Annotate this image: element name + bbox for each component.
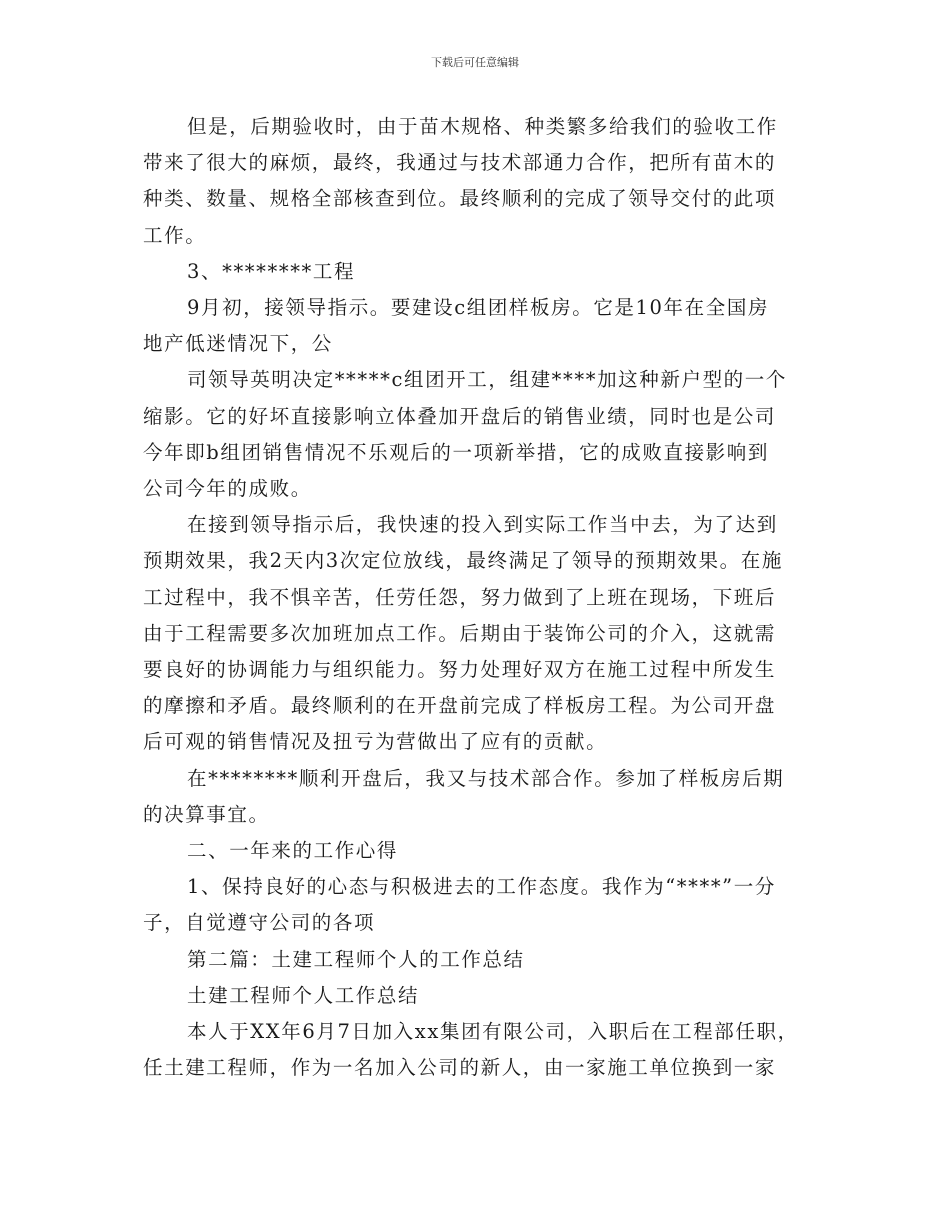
text-line: 的摩擦和矛盾。最终顺利的在开盘前完成了样板房工程。为公司开盘 bbox=[143, 694, 777, 718]
text-line: 子，自觉遵守公司的各项 bbox=[143, 911, 376, 935]
text-line: 今年即b组团销售情况不乐观后的一项新举措，它的成败直接影响到 bbox=[143, 440, 769, 464]
text-line: 的决算事宜。 bbox=[143, 802, 270, 826]
text-line: 工作。 bbox=[143, 223, 207, 247]
page-header: 下载后可任意编辑 bbox=[431, 56, 519, 69]
text-line: 但是，后期验收时，由于苗木规格、种类繁多给我们的验收工作 bbox=[187, 115, 778, 138]
text-line: 第二篇：土建工程师个人的工作总结 bbox=[187, 947, 525, 971]
text-line: 带来了很大的麻烦，最终，我通过与技术部通力合作，把所有苗木的 bbox=[143, 151, 777, 175]
text-line: 司领导英明决定*****c组团开工，组建****加这种新户型的一个 bbox=[187, 368, 787, 392]
text-line: 9月初，接领导指示。要建设c组团样板房。它是10年在全国房 bbox=[187, 296, 770, 319]
text-line: 土建工程师个人工作总结 bbox=[187, 983, 420, 1007]
text-line: 3、********工程 bbox=[187, 259, 356, 283]
text-line: 1、保持良好的心态与积极进去的工作态度。我作为“****”一分 bbox=[187, 875, 776, 899]
text-line: 后可观的销售情况及扭亏为营做出了应有的贡献。 bbox=[143, 730, 608, 754]
text-line: 种类、数量、规格全部核查到位。最终顺利的完成了领导交付的此项 bbox=[143, 187, 777, 211]
text-line: 工过程中，我不惧辛苦，任劳任怨，努力做到了上班在现场，下班后 bbox=[143, 585, 777, 609]
text-line: 公司今年的成败。 bbox=[143, 477, 312, 500]
text-line: 在接到领导指示后，我快速的投入到实际工作当中去，为了达到 bbox=[187, 513, 778, 537]
text-line: 任土建工程师，作为一名加入公司的新人，由一家施工单位换到一家 bbox=[143, 1056, 777, 1080]
text-line: 在********顺利开盘后，我又与技术部合作。参加了样板房后期 bbox=[187, 766, 785, 790]
text-line: 由于工程需要多次加班加点工作。后期由于装饰公司的介入，这就需 bbox=[143, 621, 777, 645]
text-line: 本人于XX年6月7日加入xx集团有限公司，入职后在工程部任职， bbox=[187, 1020, 799, 1043]
text-line: 二、一年来的工作心得 bbox=[187, 839, 399, 862]
text-line: 预期效果，我2天内3次定位放线，最终满足了领导的预期效果。在施 bbox=[143, 549, 783, 573]
text-line: 缩影。它的好坏直接影响立体叠加开盘后的销售业绩，同时也是公司 bbox=[143, 404, 777, 428]
text-line: 地产低迷情况下，公 bbox=[143, 332, 333, 356]
text-line: 要良好的协调能力与组织能力。努力处理好双方在施工过程中所发生 bbox=[143, 658, 777, 681]
